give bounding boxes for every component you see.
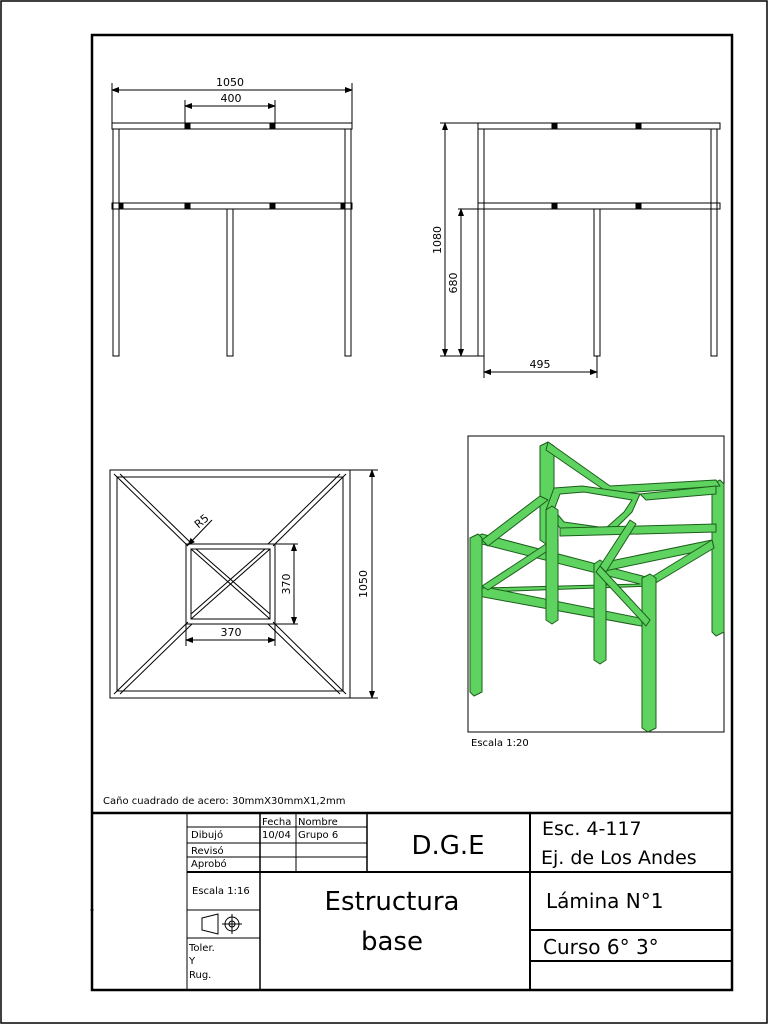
page-border bbox=[1, 1, 767, 1023]
tb-title-line2: base bbox=[361, 927, 423, 957]
tb-nombre-header: Nombre bbox=[298, 817, 338, 828]
projection-symbol-icon bbox=[202, 914, 242, 934]
tb-sheet-number: Lámina N°1 bbox=[546, 889, 664, 913]
iso-scale-label: Escala 1:20 bbox=[471, 738, 529, 749]
tb-dept: D.G.E bbox=[411, 831, 485, 861]
front-dim-400: 400 bbox=[220, 92, 242, 105]
tb-scale: Escala 1:16 bbox=[192, 886, 250, 897]
side-view bbox=[440, 123, 720, 378]
tb-aprobo-label: Aprobó bbox=[191, 859, 227, 870]
border-mark bbox=[91, 909, 94, 912]
side-dim-1080: 1080 bbox=[431, 226, 444, 254]
tb-nombre-value: Grupo 6 bbox=[298, 830, 339, 841]
side-dim-680: 680 bbox=[447, 272, 460, 294]
top-dim-r5: R5 bbox=[191, 511, 212, 532]
tb-tol-line2: Y bbox=[189, 956, 196, 967]
front-view bbox=[112, 83, 352, 356]
tb-esc-code: Esc. 4-117 bbox=[542, 818, 642, 840]
tb-fecha-header: Fecha bbox=[262, 817, 292, 828]
tb-tol-line1: Toler. bbox=[189, 943, 215, 954]
tb-school: Ej. de Los Andes bbox=[541, 847, 697, 869]
front-dim-1050: 1050 bbox=[216, 76, 244, 89]
tb-reviso-label: Revisó bbox=[191, 846, 224, 857]
side-dim-495: 495 bbox=[529, 358, 551, 371]
top-dim-370-vertical: 370 bbox=[280, 573, 293, 595]
tb-tol-line3: Rug. bbox=[189, 970, 212, 981]
top-view bbox=[110, 470, 378, 698]
tb-fecha-value: 10/04 bbox=[262, 830, 291, 841]
top-dim-370-horizontal: 370 bbox=[220, 626, 242, 639]
tb-title-line1: Estructura bbox=[324, 887, 460, 917]
tb-course: Curso 6° 3° bbox=[543, 935, 659, 959]
tb-dibujo-label: Dibujó bbox=[191, 830, 224, 841]
iso-view bbox=[470, 442, 724, 732]
material-note: Caño cuadrado de acero: 30mmX30mmX1,2mm bbox=[103, 796, 346, 807]
top-dim-1050: 1050 bbox=[357, 570, 370, 598]
